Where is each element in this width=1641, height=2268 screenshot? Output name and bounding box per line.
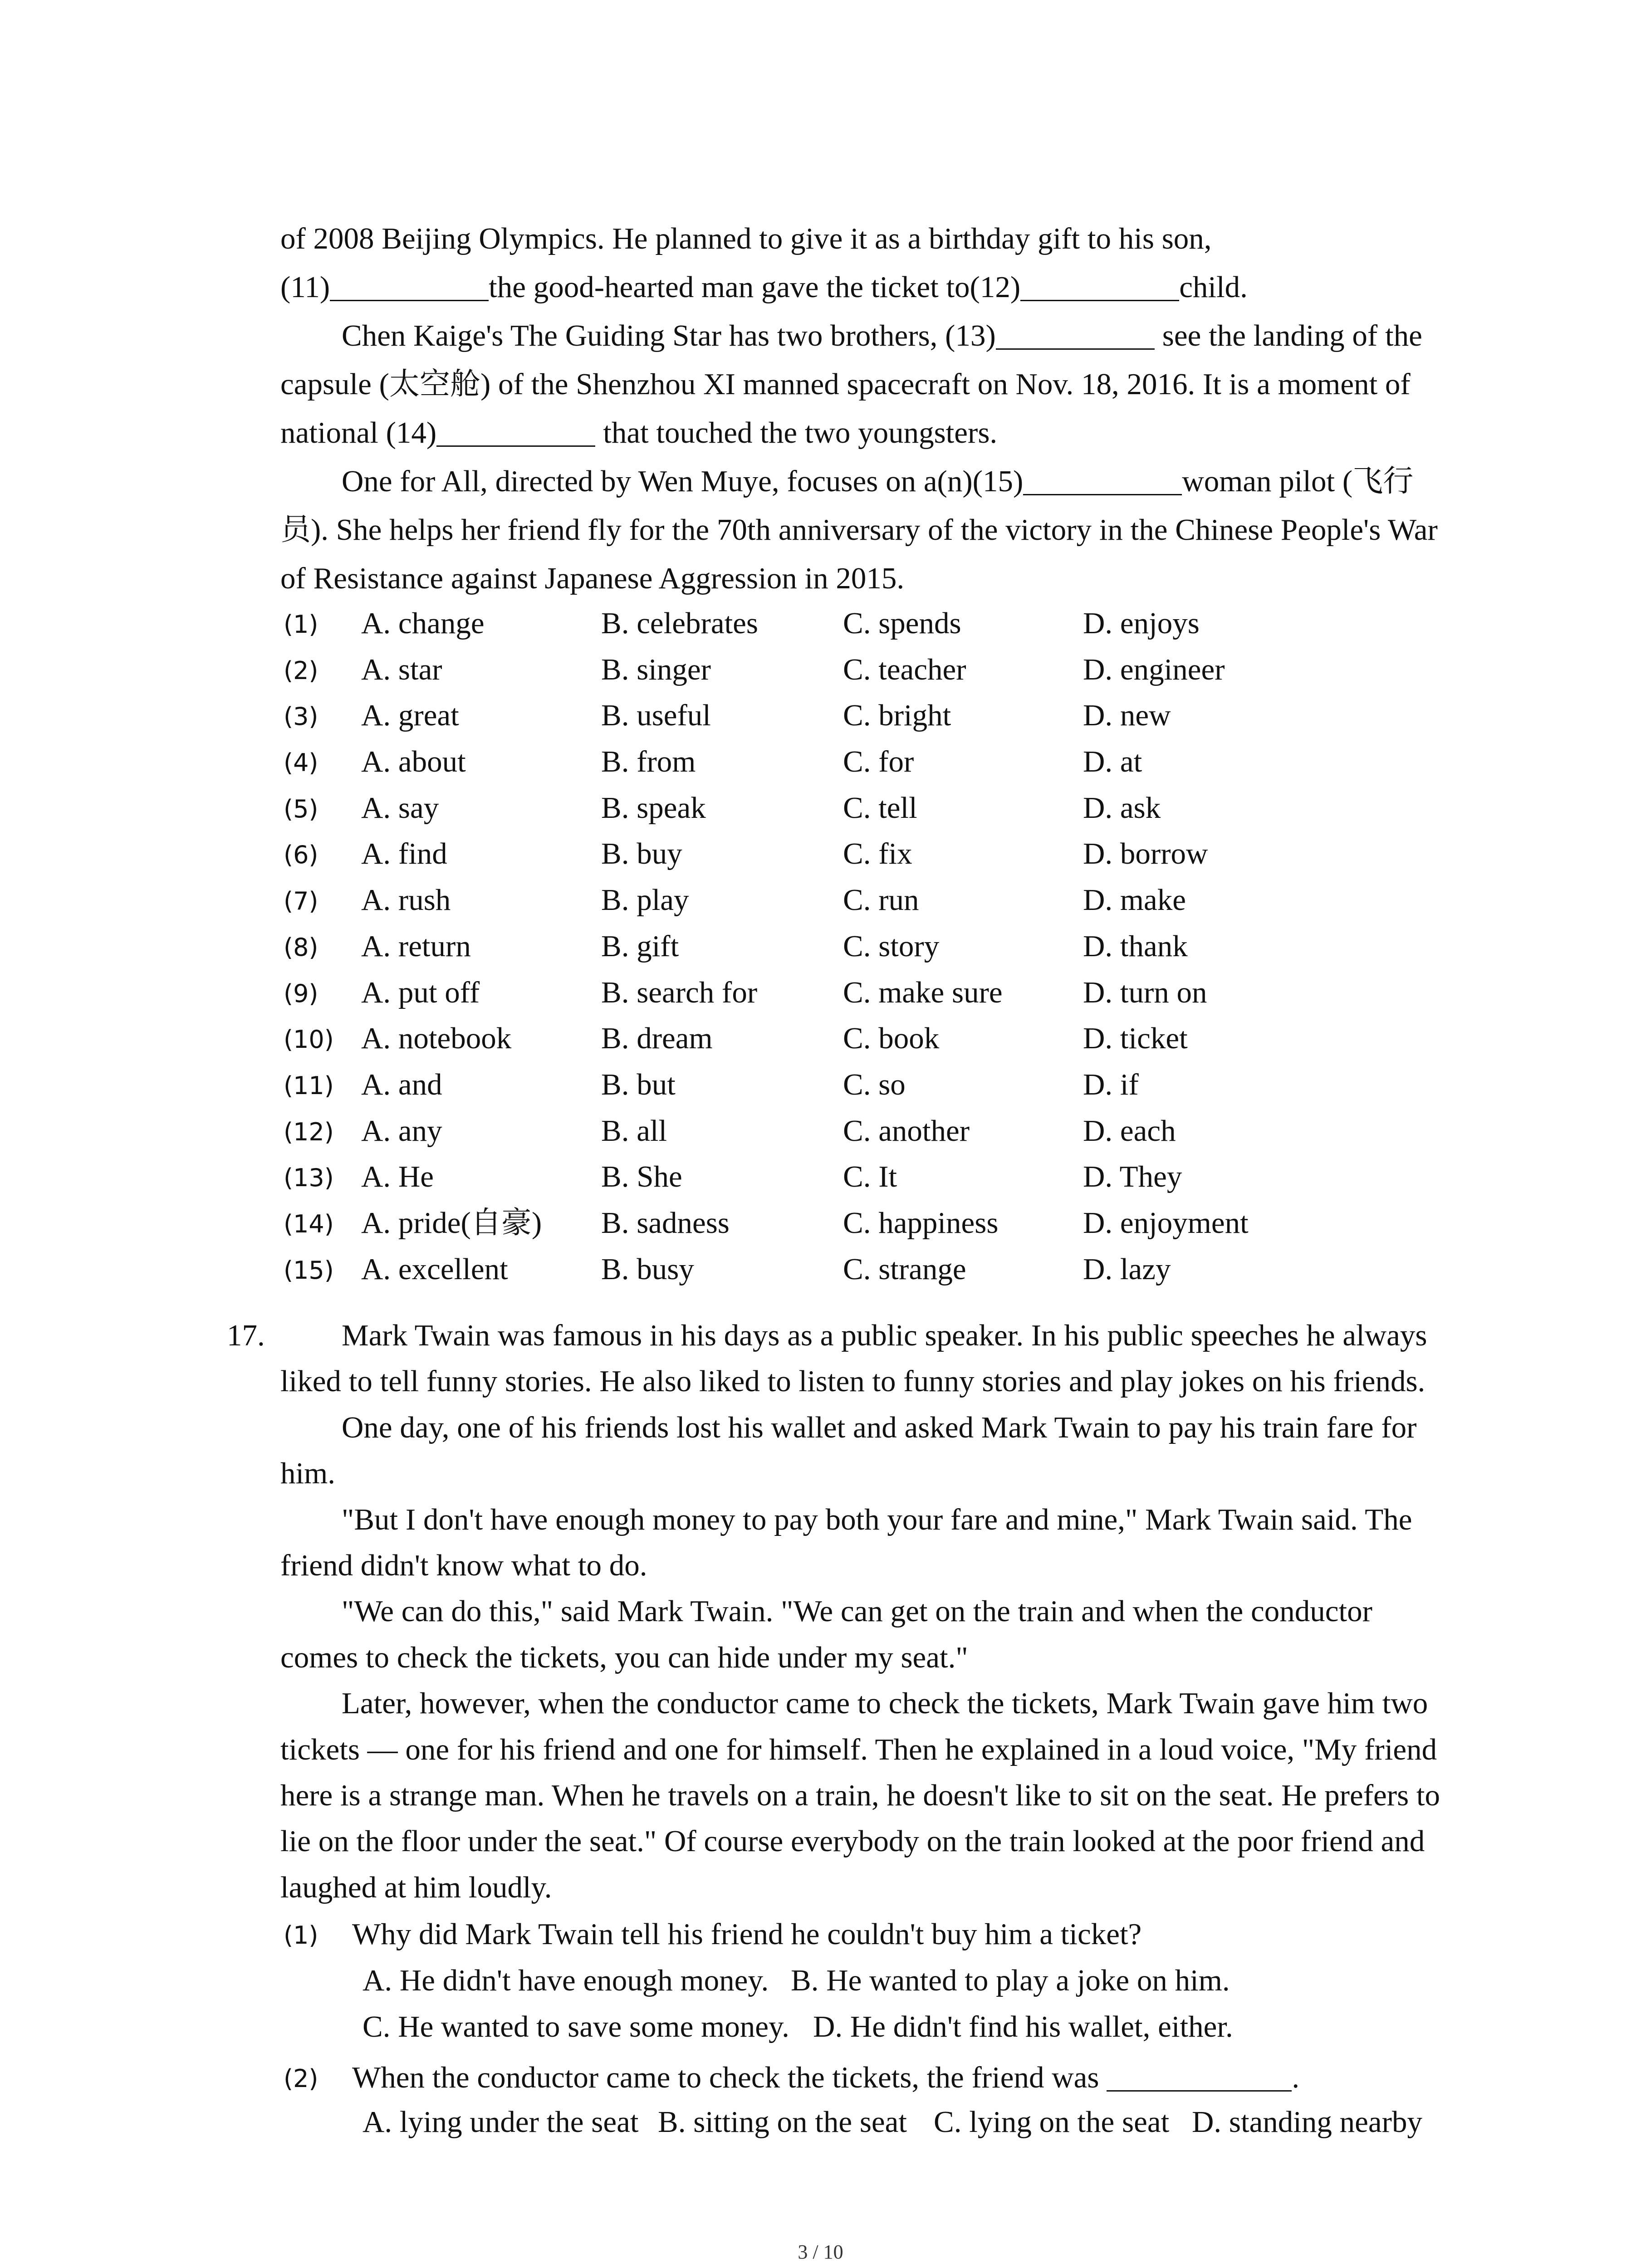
option-d: D. enjoys bbox=[1083, 606, 1200, 640]
passage-line bbox=[280, 457, 1438, 506]
option-c: C. happiness bbox=[843, 1206, 999, 1240]
option-number: (5) bbox=[284, 794, 318, 823]
option-b: B. gift bbox=[601, 929, 679, 963]
passage-text: the good-hearted man gave the ticket to(12) bbox=[489, 270, 1021, 304]
paragraph-line bbox=[280, 1818, 1440, 1864]
passage-line bbox=[280, 215, 1438, 263]
paragraph-line bbox=[280, 1497, 1440, 1543]
option-c: C. spends bbox=[843, 606, 961, 640]
answer-option: D. He didn't find his wallet, either. bbox=[813, 2010, 1233, 2043]
sub-question bbox=[280, 1911, 1505, 1957]
paragraph-line bbox=[280, 1451, 1440, 1496]
paragraph-text: lie on the floor under the seat." Of course everybody on the train looked at the poor friend and bbox=[280, 1824, 1425, 1858]
option-a: A. notebook bbox=[361, 1022, 512, 1056]
passage-text: of Resistance against Japanese Aggression in 2015. bbox=[280, 562, 905, 595]
option-d: D. new bbox=[1083, 699, 1171, 733]
option-c: C. story bbox=[843, 929, 940, 963]
answer-option: B. sitting on the seat bbox=[658, 2105, 907, 2139]
paragraph-line bbox=[227, 1313, 1440, 1359]
paragraph-line bbox=[280, 1865, 1440, 1911]
answer-blank bbox=[1023, 491, 1182, 495]
option-number: (9) bbox=[284, 979, 318, 1008]
answer-option: A. lying under the seat bbox=[362, 2105, 639, 2139]
option-number: (1) bbox=[284, 610, 318, 639]
option-d: D. ticket bbox=[1083, 1022, 1188, 1056]
answer-option: C. lying on the seat bbox=[934, 2105, 1170, 2139]
answer-options-row bbox=[280, 2004, 1505, 2050]
option-c: C. fix bbox=[843, 837, 912, 871]
option-b: B. She bbox=[601, 1160, 682, 1194]
paragraph-text: One day, one of his friends lost his wallet and asked Mark Twain to pay his train fare for bbox=[342, 1410, 1417, 1444]
option-a: A. pride(自豪) bbox=[361, 1206, 542, 1240]
passage-line bbox=[280, 263, 1438, 312]
passage-text: that touched the two youngsters. bbox=[603, 416, 998, 450]
paragraph-text: "But I don't have enough money to pay both your fare and mine," Mark Twain said. The bbox=[342, 1502, 1412, 1536]
passage-text: Chen Kaige's The Guiding Star has two brothers, (13) bbox=[342, 319, 996, 352]
option-d: D. lazy bbox=[1083, 1252, 1171, 1286]
option-number: (14) bbox=[284, 1209, 334, 1238]
passage-text: 员). She helps her friend fly for the 70th anniversary of the victory in the Chinese People's War bbox=[280, 513, 1438, 547]
sub-question-number: (2) bbox=[284, 2064, 318, 2093]
option-b: B. busy bbox=[601, 1252, 694, 1286]
option-c: C. so bbox=[843, 1067, 906, 1101]
option-d: D. enjoyment bbox=[1083, 1206, 1249, 1240]
option-b: B. celebrates bbox=[601, 606, 758, 640]
passage-text: woman pilot (飞行 bbox=[1182, 464, 1414, 498]
option-a: A. say bbox=[361, 791, 439, 825]
reading-passage bbox=[227, 1313, 1440, 1911]
option-number: (10) bbox=[284, 1025, 334, 1054]
option-c: C. make sure bbox=[843, 975, 1003, 1009]
option-d: D. They bbox=[1083, 1160, 1182, 1194]
paragraph-line bbox=[280, 1359, 1440, 1404]
option-b: B. sadness bbox=[601, 1206, 730, 1240]
option-b: B. buy bbox=[601, 837, 682, 871]
option-c: C. It bbox=[843, 1160, 897, 1194]
option-d: D. if bbox=[1083, 1067, 1139, 1101]
option-a: A. put off bbox=[361, 975, 480, 1009]
option-a: A. star bbox=[361, 652, 442, 686]
option-d: D. borrow bbox=[1083, 837, 1208, 871]
option-c: C. run bbox=[843, 883, 919, 917]
answer-blank bbox=[996, 346, 1155, 350]
cloze-passage bbox=[280, 215, 1438, 603]
option-number: (3) bbox=[284, 702, 318, 731]
answer-blank bbox=[1107, 2087, 1292, 2092]
paragraph-text: friend didn't know what to do. bbox=[280, 1549, 647, 1583]
answer-options-row bbox=[280, 2099, 1505, 2145]
option-a: A. He bbox=[361, 1160, 434, 1194]
answer-option: C. He wanted to save some money. bbox=[362, 2010, 789, 2043]
paragraph-text: him. bbox=[280, 1457, 335, 1491]
paragraph-text: Mark Twain was famous in his days as a public speaker. In his public speeches he always bbox=[342, 1319, 1427, 1352]
option-number: (13) bbox=[284, 1163, 334, 1193]
sub-question-stem: Why did Mark Twain tell his friend he couldn't buy him a ticket? bbox=[352, 1917, 1142, 1951]
option-b: B. speak bbox=[601, 791, 706, 825]
option-c: C. tell bbox=[843, 791, 917, 825]
passage-line bbox=[280, 312, 1438, 360]
option-a: A. change bbox=[361, 606, 485, 640]
paragraph-text: tickets — one for his friend and one for himself. Then he explained in a loud voice, "My friend bbox=[280, 1732, 1437, 1766]
option-a: A. any bbox=[361, 1114, 442, 1148]
option-d: D. thank bbox=[1083, 929, 1188, 963]
option-c: C. for bbox=[843, 745, 914, 779]
answer-blank bbox=[330, 297, 489, 301]
paragraph-line bbox=[280, 1405, 1440, 1451]
option-a: A. excellent bbox=[361, 1252, 508, 1286]
passage-text: (11) bbox=[280, 270, 330, 304]
option-a: A. rush bbox=[361, 883, 451, 917]
passage-text: national (14) bbox=[280, 416, 437, 450]
option-number: (12) bbox=[284, 1117, 334, 1146]
option-d: D. at bbox=[1083, 745, 1142, 779]
paragraph-line bbox=[280, 1727, 1440, 1773]
paragraph-text: "We can do this," said Mark Twain. "We can get on the train and when the conductor bbox=[342, 1594, 1372, 1628]
sub-question bbox=[280, 2055, 1505, 2101]
option-b: B. from bbox=[601, 745, 696, 779]
option-d: D. make bbox=[1083, 883, 1186, 917]
passage-text: One for All, directed by Wen Muye, focuses on a(n)(15) bbox=[342, 464, 1024, 498]
paragraph-text: Later, however, when the conductor came to check the tickets, Mark Twain gave him two bbox=[342, 1686, 1428, 1721]
paragraph-text: comes to check the tickets, you can hide under my seat." bbox=[280, 1640, 968, 1674]
option-b: B. but bbox=[601, 1067, 676, 1101]
answer-option: A. He didn't have enough money. bbox=[362, 1964, 769, 1997]
option-a: A. great bbox=[361, 699, 459, 733]
passage-text: child. bbox=[1179, 270, 1248, 304]
sub-question-stem-wrap bbox=[352, 2055, 1299, 2101]
option-a: A. return bbox=[361, 929, 471, 963]
option-c: C. bright bbox=[843, 699, 951, 733]
page-number: 3 / 10 bbox=[798, 2241, 843, 2263]
option-a: A. about bbox=[361, 745, 466, 779]
option-number: (2) bbox=[284, 656, 318, 685]
option-a: A. and bbox=[361, 1067, 442, 1101]
option-d: D. ask bbox=[1083, 791, 1161, 825]
passage-text: of 2008 Beijing Olympics. He planned to give it as a birthday gift to his son, bbox=[280, 222, 1212, 255]
answer-option: B. He wanted to play a joke on him. bbox=[791, 1964, 1230, 1997]
answer-options-row bbox=[280, 1958, 1505, 2004]
passage-line bbox=[280, 360, 1438, 409]
option-b: B. singer bbox=[601, 652, 711, 686]
passage-text: see the landing of the bbox=[1162, 319, 1422, 352]
option-number: (8) bbox=[284, 933, 318, 962]
passage-line bbox=[280, 554, 1438, 603]
option-c: C. another bbox=[843, 1114, 970, 1148]
option-d: D. engineer bbox=[1083, 652, 1225, 686]
paragraph-line bbox=[280, 1681, 1440, 1726]
option-number: (7) bbox=[284, 887, 318, 916]
option-number: (4) bbox=[284, 748, 318, 777]
paragraph-line bbox=[280, 1635, 1440, 1681]
sub-question-stem-end: . bbox=[1292, 2061, 1300, 2094]
option-a: A. find bbox=[361, 837, 447, 871]
paragraph-line bbox=[280, 1773, 1440, 1818]
sub-question-number: (1) bbox=[284, 1921, 318, 1950]
question-number: 17. bbox=[227, 1319, 265, 1352]
option-number: (6) bbox=[284, 841, 318, 870]
option-number: (15) bbox=[284, 1256, 334, 1285]
answer-blank bbox=[436, 443, 595, 447]
option-d: D. turn on bbox=[1083, 975, 1207, 1009]
option-b: B. search for bbox=[601, 975, 758, 1009]
paragraph-text: liked to tell funny stories. He also liked to listen to funny stories and play jokes on his friends. bbox=[280, 1364, 1425, 1398]
option-c: C. strange bbox=[843, 1252, 966, 1286]
paragraph-text: here is a strange man. When he travels on a train, he doesn't like to sit on the seat. He prefers to bbox=[280, 1779, 1440, 1813]
paragraph-text: laughed at him loudly. bbox=[280, 1870, 552, 1904]
answer-option: D. standing nearby bbox=[1192, 2105, 1422, 2139]
option-c: C. book bbox=[843, 1022, 940, 1056]
option-b: B. all bbox=[601, 1114, 667, 1148]
option-c: C. teacher bbox=[843, 652, 966, 686]
option-d: D. each bbox=[1083, 1114, 1176, 1148]
option-b: B. play bbox=[601, 883, 689, 917]
option-b: B. dream bbox=[601, 1022, 713, 1056]
passage-line bbox=[280, 506, 1438, 554]
passage-line bbox=[280, 409, 1438, 457]
option-b: B. useful bbox=[601, 699, 711, 733]
option-number: (11) bbox=[284, 1071, 334, 1100]
answer-blank bbox=[1020, 297, 1179, 301]
passage-text: capsule (太空舱) of the Shenzhou XI manned spacecraft on Nov. 18, 2016. It is a moment of bbox=[280, 367, 1411, 401]
sub-question-stem: When the conductor came to check the tickets, the friend was bbox=[352, 2061, 1099, 2094]
paragraph-line bbox=[280, 1543, 1440, 1589]
paragraph-line bbox=[280, 1589, 1440, 1634]
